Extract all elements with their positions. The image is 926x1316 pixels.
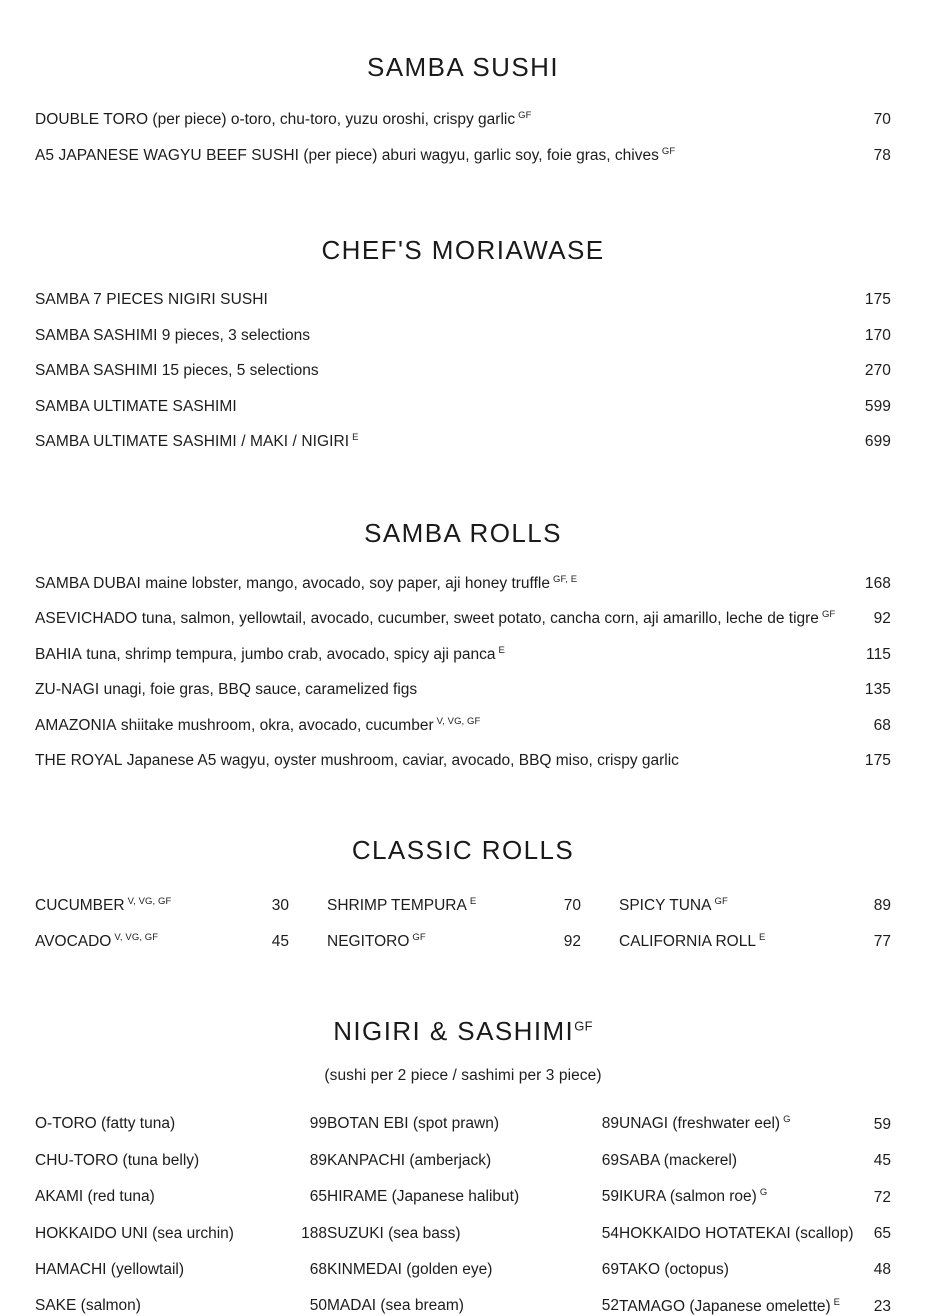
menu-item-price: 92 — [873, 610, 891, 628]
menu-item-row — [35, 680, 891, 699]
menu-item-text — [35, 397, 857, 416]
menu-item-row — [35, 397, 891, 416]
menu-grid-column-1 — [35, 1114, 327, 1316]
menu-item-name: SAMBA ULTIMATE SASHIMI — [35, 397, 237, 415]
menu-item-allergen-tag: V, VG, GF — [436, 715, 481, 727]
section-list-samba-rolls — [0, 574, 926, 771]
menu-item-name: SAKE (salmon) — [35, 1297, 141, 1315]
menu-item-price: 54 — [601, 1224, 619, 1242]
menu-item-row — [35, 1260, 327, 1279]
menu-item-row — [35, 1296, 327, 1315]
menu-item-price: 170 — [864, 326, 891, 344]
menu-item-price: 30 — [271, 896, 289, 914]
section-subtitle-nigiri-sashimi: (sushi per 2 piece / sashimi per 3 piece) — [324, 1067, 602, 1085]
section-list-chefs-moriawase — [0, 290, 926, 451]
menu-item-text — [35, 326, 857, 345]
menu-item-price: 69 — [601, 1260, 619, 1278]
menu-item-name: SPICY TUNA $^{GF}$ — [619, 895, 728, 914]
menu-item-name: NEGITORO $^{GF}$ — [327, 932, 426, 951]
menu-item-price: 65 — [873, 1224, 891, 1242]
menu-item-row — [35, 432, 891, 452]
menu-item-name: HOKKAIDO HOTATEKAI (scallop) — [619, 1224, 854, 1242]
menu-grid-column-2 — [327, 1114, 619, 1316]
menu-item-name: AVOCADO $^{V, VG, GF}$ — [35, 932, 159, 951]
menu-item-name: UNAGI (freshwater eel) $^G$ — [619, 1114, 791, 1133]
menu-item-row — [619, 1114, 891, 1134]
menu-item-allergen-tag: E — [833, 1296, 841, 1308]
menu-item-price: 77 — [873, 933, 891, 951]
menu-item-description: shiitake mushroom, okra, avocado, cucumber — [116, 716, 434, 734]
menu-item-allergen-tag: E — [498, 644, 505, 656]
menu-item-row — [35, 1187, 327, 1206]
menu-item-row — [619, 1297, 891, 1316]
menu-item-description: 9 pieces, 3 selections — [157, 326, 310, 344]
menu-item-name: TAKO (octopus) — [619, 1261, 729, 1279]
menu-item-allergen-tag: GF, E — [552, 573, 578, 585]
menu-grid-column-3 — [619, 896, 891, 952]
menu-item-text — [35, 645, 857, 665]
menu-item-row — [35, 896, 327, 916]
menu-item-allergen-tag: E — [758, 932, 766, 944]
menu-item-name: SAMBA SASHIMI — [35, 362, 158, 380]
menu-item-row — [619, 896, 891, 916]
menu-item-name: HOKKAIDO UNI (sea urchin) — [35, 1224, 234, 1242]
menu-grid-column-1 — [35, 896, 327, 952]
menu-item-text — [35, 680, 857, 699]
menu-item-price: 65 — [309, 1188, 327, 1206]
menu-item-row — [327, 1114, 619, 1133]
menu-item-name: SAMBA DUBAI — [35, 574, 141, 592]
menu-item-row — [35, 290, 891, 309]
menu-item-text — [35, 574, 857, 594]
menu-item-name: SAMBA SASHIMI — [35, 326, 158, 344]
menu-item-name: BAHIA — [35, 645, 82, 663]
menu-item-description: (per piece) aburi wagyu, garlic soy, foie gras, chives — [299, 146, 659, 164]
menu-item-price: 175 — [864, 291, 891, 309]
section-title-text: SAMBA ROLLS — [364, 518, 562, 549]
menu-item-name: ZU-NAGI — [35, 681, 100, 699]
menu-item-description: unagi, foie gras, BBQ sauce, caramelized figs — [99, 681, 418, 699]
menu-item-allergen-tag: GF — [661, 145, 676, 157]
menu-item-price: 135 — [864, 681, 891, 699]
menu-item-row — [35, 1151, 327, 1170]
menu-item-description: tuna, shrimp tempura, jumbo crab, avocado, spicy aji panca — [81, 645, 496, 663]
menu-item-allergen-tag: E — [469, 895, 477, 907]
menu-item-name: TAMAGO (Japanese omelette) $^E$ — [619, 1296, 841, 1315]
menu-item-row — [35, 1224, 327, 1243]
menu-item-price: 70 — [873, 111, 891, 129]
menu-item-name: CUCUMBER $^{V, VG, GF}$ — [35, 895, 172, 914]
menu-item-text — [35, 609, 857, 629]
menu-item-price: 59 — [873, 1115, 891, 1133]
menu-item-price: 68 — [309, 1260, 327, 1278]
section-grid-classic-rolls — [0, 896, 926, 952]
menu-item-row — [327, 1296, 619, 1315]
menu-item-row — [327, 932, 619, 952]
menu-item-row — [35, 645, 891, 665]
menu-item-price: 72 — [873, 1188, 891, 1206]
menu-item-description: maine lobster, mango, avocado, soy paper, aji honey truffle — [140, 574, 550, 592]
section-title-nigiri-sashimi — [0, 973, 926, 1046]
section-title-text: NIGIRI & SASHIMI — [333, 1016, 575, 1047]
menu-item-price: 78 — [873, 146, 891, 164]
section-title-samba-sushi — [0, 22, 926, 82]
menu-item-text — [35, 751, 857, 770]
menu-item-description: Japanese A5 wagyu, oyster mushroom, caviar, avocado, BBQ miso, crispy garlic — [122, 752, 679, 770]
menu-item-row — [35, 146, 891, 166]
menu-item-row — [327, 1260, 619, 1279]
menu-item-row — [327, 1224, 619, 1243]
menu-item-price: 45 — [271, 933, 289, 951]
menu-item-row — [35, 110, 891, 130]
menu-item-row — [35, 751, 891, 770]
menu-item-price: 270 — [864, 362, 891, 380]
menu-item-allergen-tag: GF — [518, 110, 532, 122]
menu-item-price: 599 — [864, 397, 891, 415]
section-list-samba-sushi — [0, 110, 926, 165]
menu-item-price: 92 — [563, 933, 581, 951]
menu-item-name: O-TORO (fatty tuna) — [35, 1115, 176, 1133]
section-title-classic-rolls — [0, 792, 926, 865]
menu-item-name: KINMEDAI (golden eye) — [327, 1260, 493, 1278]
menu-item-allergen-tag: E — [352, 431, 359, 443]
menu-item-name: HAMACHI (yellowtail) — [35, 1260, 184, 1278]
menu-item-allergen-tag: GF — [714, 895, 728, 907]
menu-item-price: 45 — [873, 1152, 891, 1169]
menu-item-row — [619, 932, 891, 952]
menu-item-row — [35, 932, 327, 952]
section-title-text: SAMBA SUSHI — [366, 51, 559, 82]
menu-item-name: SAMBA ULTIMATE SASHIMI / MAKI / NIGIRI — [35, 433, 350, 451]
menu-item-row — [35, 574, 891, 594]
menu-item-description: (per piece) o-toro, chu-toro, yuzu oroshi, crispy garlic — [148, 111, 516, 129]
menu-item-name: CALIFORNIA ROLL $^E$ — [619, 932, 766, 951]
menu-item-name: DOUBLE TORO — [35, 111, 149, 129]
menu-item-text — [35, 361, 857, 380]
menu-item-name: SHRIMP TEMPURA $^E$ — [327, 895, 477, 914]
menu-item-name: ASEVICHADO — [35, 610, 138, 628]
menu-item-row — [619, 1187, 891, 1207]
menu-item-price: 99 — [309, 1115, 327, 1133]
menu-item-price: 69 — [601, 1151, 619, 1169]
menu-item-name: MADAI (sea bream) — [327, 1297, 464, 1315]
menu-item-row — [35, 361, 891, 380]
menu-item-text — [35, 432, 857, 452]
menu-item-allergen-tag: GF — [412, 932, 426, 944]
menu-item-price: 59 — [601, 1188, 619, 1206]
menu-item-price: 699 — [864, 433, 891, 451]
menu-grid-column-2 — [327, 896, 619, 952]
menu-item-price: 89 — [873, 896, 891, 914]
menu-item-row — [327, 896, 619, 916]
menu-item-name: SUZUKI (sea bass) — [327, 1224, 461, 1242]
section-title-text: CHEF'S MORIAWASE — [321, 234, 605, 265]
section-title-text: CLASSIC ROLLS — [351, 835, 575, 866]
menu-item-row — [35, 1114, 327, 1133]
section-title-chefs-moriawase — [0, 187, 926, 265]
menu-item-text — [35, 716, 857, 736]
menu-item-description: tuna, salmon, yellowtail, avocado, cucumber, sweet potato, cancha corn, aji amarillo, leche de tigre — [137, 610, 819, 628]
menu-item-name: AKAMI (red tuna) — [35, 1188, 155, 1206]
menu-item-name: BOTAN EBI (spot prawn) — [327, 1115, 499, 1133]
menu-item-name: SAMBA 7 PIECES NIGIRI SUSHI — [35, 291, 268, 309]
menu-item-row — [619, 1224, 891, 1243]
menu-item-name: CHU-TORO (tuna belly) — [35, 1151, 200, 1169]
menu-item-row — [35, 716, 891, 736]
menu-item-text — [35, 110, 857, 130]
menu-item-name: THE ROYAL — [35, 752, 123, 770]
menu-item-price: 89 — [309, 1151, 327, 1169]
menu-item-price: 48 — [873, 1261, 891, 1279]
menu-item-price: 68 — [873, 716, 891, 734]
menu-item-price: 23 — [873, 1297, 891, 1315]
menu-item-price: 89 — [601, 1115, 619, 1133]
menu-item-description: 15 pieces, 5 selections — [157, 362, 319, 380]
menu-item-allergen-tag: G — [759, 1187, 768, 1199]
menu-item-price: 50 — [309, 1297, 327, 1315]
menu-item-row — [327, 1151, 619, 1170]
menu-item-price: 52 — [601, 1297, 619, 1315]
menu-item-text — [35, 146, 857, 166]
menu-item-row — [619, 1260, 891, 1279]
menu-item-allergen-tag: GF — [821, 609, 836, 621]
menu-item-name: IKURA (salmon roe) $^G$ — [619, 1187, 768, 1206]
menu-item-name: AMAZONIA — [35, 716, 117, 734]
menu-item-allergen-tag: V, VG, GF — [127, 895, 172, 907]
menu-item-text — [35, 290, 857, 309]
menu-item-name: SABA (mackerel) — [619, 1152, 738, 1169]
menu-item-name: KANPACHI (amberjack) — [327, 1151, 492, 1169]
menu-item-price: 115 — [866, 645, 891, 663]
menu-item-price: 70 — [563, 896, 581, 914]
menu-item-row — [35, 609, 891, 629]
menu-grid-column-3 — [619, 1114, 891, 1316]
menu-item-price: 175 — [864, 752, 891, 770]
menu-page — [0, 22, 926, 1315]
menu-item-name: A5 JAPANESE WAGYU BEEF SUSHI — [35, 146, 300, 164]
menu-item-price: 168 — [864, 574, 891, 592]
menu-item-allergen-tag: V, VG, GF — [114, 932, 159, 944]
menu-item-row — [35, 326, 891, 345]
section-title-samba-rolls — [0, 473, 926, 548]
section-grid-nigiri-sashimi — [0, 1114, 926, 1316]
menu-item-name: HIRAME (Japanese halibut) — [327, 1188, 520, 1206]
menu-item-allergen-tag: G — [783, 1114, 791, 1126]
menu-item-row — [619, 1151, 891, 1170]
section-title-allergen-tag: GF — [574, 1018, 593, 1034]
menu-item-price: 188 — [301, 1224, 327, 1242]
menu-item-row — [327, 1187, 619, 1206]
